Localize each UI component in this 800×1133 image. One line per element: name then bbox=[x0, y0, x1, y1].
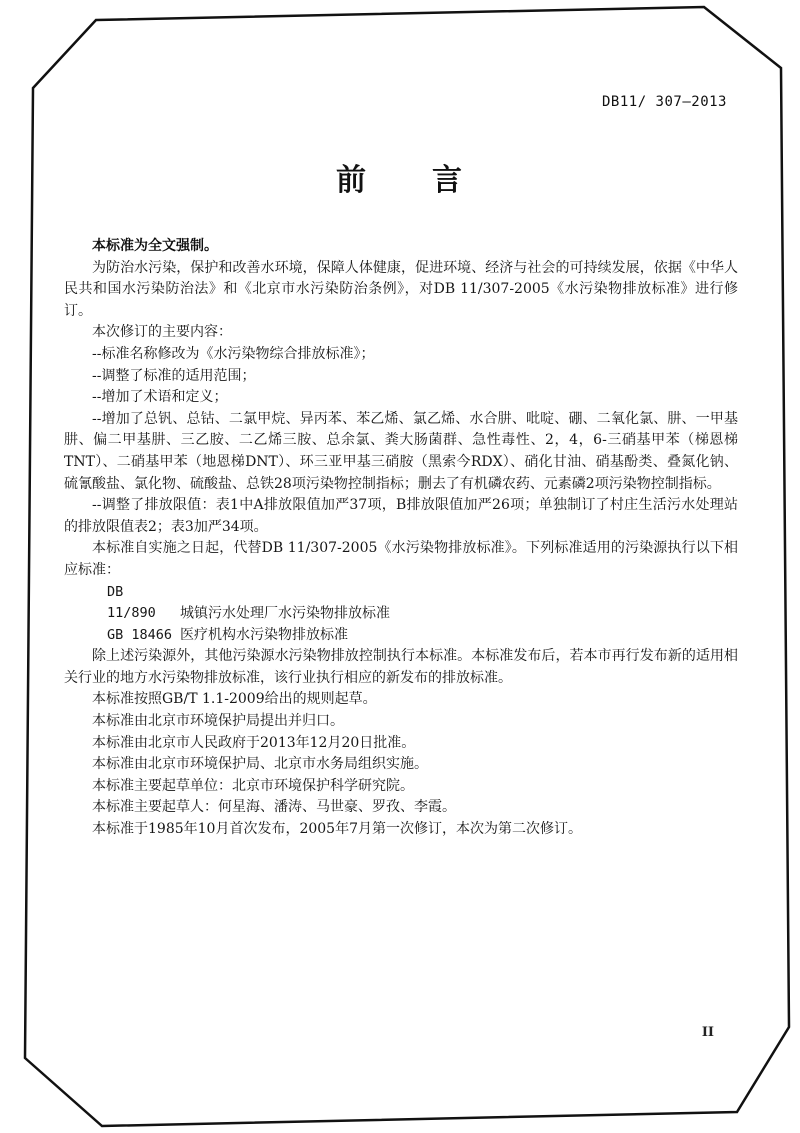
reference-name: 城镇污水处理厂水污染物排放标准 bbox=[180, 605, 390, 622]
paragraph: 本标准由北京市环境保护局提出并归口。 bbox=[92, 713, 344, 730]
paragraph: 本标准主要起草单位：北京市环境保护科学研究院。 bbox=[92, 777, 414, 794]
paragraph: 本标准由北京市环境保护局、北京市水务局组织实施。 bbox=[92, 756, 428, 773]
reference-line bbox=[64, 625, 738, 647]
paragraph: --增加了总钒、总钴、二氯甲烷、异丙苯、苯乙烯、氯乙烯、水合肼、吡啶、硼、二氧化氯、肼、一甲基肼、偏二甲基肼、三乙胺、二乙烯三胺、总余氯、粪大肠菌群、急性毒性、2，4，6-三硝基甲苯（梯恩梯TNT）、二硝基甲苯（地恩梯DNT）、环三亚甲基三硝胺（黑索今RDX）、硝化甘油、硝基酚类、叠氮化钠、硫氰酸盐、氯化物、硫酸盐、总铁28项污染物控制指标；删去了有机磷农药、元素磷2项污染物控制指标。 bbox=[64, 410, 738, 492]
reference-line bbox=[64, 582, 738, 625]
page-number: II bbox=[701, 1025, 714, 1040]
paragraph: 本次修订的主要内容： bbox=[92, 324, 232, 341]
body-text bbox=[64, 236, 738, 841]
paragraph: 本标准于1985年10月首次发布，2005年7月第一次修订，本次为第二次修订。 bbox=[92, 821, 582, 838]
paragraph: --增加了术语和定义； bbox=[92, 389, 228, 406]
paragraph: --标准名称修改为《水污染物综合排放标准》； bbox=[92, 345, 375, 362]
paragraph: 除上述污染源外，其他污染源水污染物排放控制执行本标准。本标准发布后，若本市再行发布新的适用相关行业的地方水污染物排放标准，该行业执行相应的新发布的排放标准。 bbox=[64, 648, 738, 686]
reference-name: 医疗机构水污染物排放标准 bbox=[180, 626, 348, 643]
paragraph: 本标准为全文强制。 bbox=[92, 238, 218, 254]
reference-code: GB 18466 bbox=[107, 626, 173, 643]
paragraph: 本标准主要起草人：何星海、潘涛、马世豪、罗孜、李霞。 bbox=[92, 799, 456, 816]
paragraph: 本标准由北京市人民政府于2013年12月20日批准。 bbox=[92, 734, 416, 751]
page-title: 前 言 bbox=[336, 163, 464, 198]
paragraph: 本标准自实施之日起，代替DB 11/307-2005《水污染物排放标准》。下列标准适用的污染源执行以下相应标准： bbox=[64, 540, 738, 578]
document-code: DB11/ 307—2013 bbox=[601, 94, 727, 110]
paragraph: --调整了标准的适用范围； bbox=[92, 367, 256, 384]
paragraph: --调整了排放限值：表1中A排放限值加严37项，B排放限值加严26项；单独制订了村庄生活污水处理站的排放限值表2；表3加严34项。 bbox=[64, 497, 738, 535]
paragraph: 本标准按照GB/T 1.1-2009给出的规则起草。 bbox=[92, 691, 377, 708]
reference-code: DB 11/890 bbox=[107, 583, 156, 622]
paragraph: 为防治水污染，保护和改善水环境，保障人体健康，促进环境、经济与社会的可持续发展，依据《中华人民共和国水污染防治法》和《北京市水污染防治条例》，对DB 11/307-2005《水污染物排放标准》进行修订。 bbox=[64, 259, 738, 319]
